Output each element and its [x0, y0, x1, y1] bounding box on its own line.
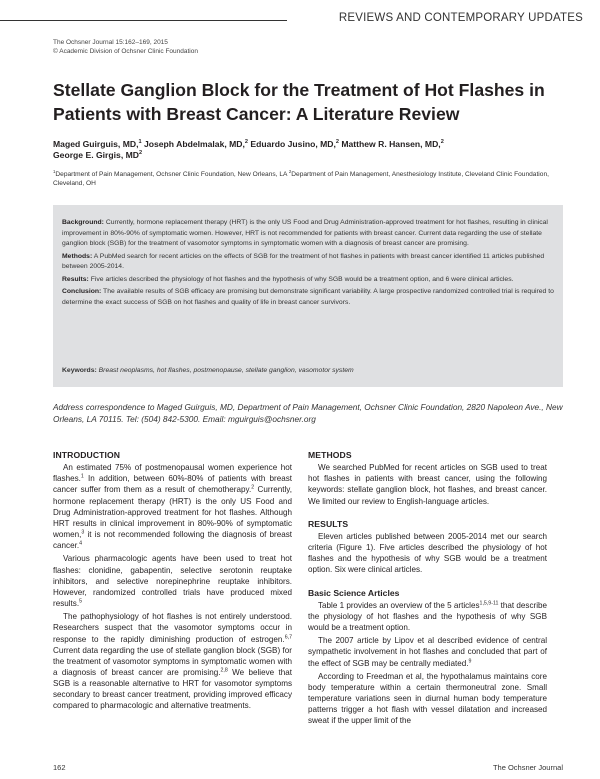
citation-ref: 2,8: [220, 667, 228, 674]
affil-marker: 1: [53, 168, 56, 174]
paragraph: According to Freedman et al, the hypothalamus maintains core body temperature within a certain thermoneutral zone. Small temperature variations seen in diurnal human body temperature patterns trigger a hot flash with vessel dilatation and increased sweat if the upper limit of the: [308, 671, 547, 726]
author-name: Matthew R. Hansen, MD,: [341, 139, 441, 149]
citation-ref: 5: [79, 598, 83, 605]
affil-marker: 2: [288, 168, 292, 174]
keywords-label: Keywords:: [62, 367, 97, 374]
citation-ref: 6,7: [284, 633, 292, 640]
conclusion-text: The available results of SGB efficacy are promising but demonstrate significant variability. A large prospective randomized controlled trial is required to determine the exact success of SGB on hot flashes and quality of life in breast cancer survivors.: [62, 288, 554, 306]
results-label: Results:: [62, 275, 89, 283]
affiliations: [53, 170, 563, 188]
title-line-1: Stellate Ganglion Block for the Treatment of Hot Flashes in: [53, 80, 545, 100]
journal-meta: [53, 38, 198, 56]
citation: The Ochsner Journal 15:162–169, 2015: [53, 39, 168, 46]
header-rule: [0, 20, 287, 21]
paragraph: The 2007 article by Lipov et al described evidence of central sympathetic involvement in hot flashes and concluded that part of the effect of SGB may be centrally mediated.$^9$: [308, 636, 547, 668]
citation-ref: 4: [79, 540, 83, 547]
background-text: Currently, hormone replacement therapy (HRT) is the only US Food and Drug Administration-approved treatment for hot flashes, resulting in clinical improvement in 80%-90% of symptomatic women. However, HRT is not recommended for patients with breast cancer. Current data regarding the use of stellate ganglion block (SGB) for the treatment of vasomotor symptoms in symptomatic women with a diagnosis of breast cancer are promising.: [62, 219, 548, 247]
methods-text: A PubMed search for recent articles on the effects of SGB for the treatment of hot flashes in patients with breast cancer identified 11 articles published between 2005-2014.: [62, 252, 545, 270]
paragraph: Table 1 provides an overview of the 5 articles$^{1,5,9-11}$ that describe the physiology of hot flashes and the hypothesis of why SGB would be a treatment option.: [308, 600, 547, 633]
citation-ref: 1,5,9-11: [479, 600, 499, 607]
footer-journal: The Ochsner Journal: [492, 763, 563, 772]
paragraph: The pathophysiology of hot flashes is not entirely understood. Researchers suspect that the vasomotor symptoms occur in response to the rapidly diminishing production of estrogen.$^{6,7}$ Current data regarding the use of stellate ganglion block (SGB) for the treatment of vasomotor symptoms in symptomatic women with a diagnosis of breast cancer are promising.$^{2,8}$ We believe that SGB is a reasonable alternative to HRT for vasomotor symptoms secondary to breast cancer treatment, providing improved efficacy compared to pharmacologic and alternative treatments.: [53, 612, 292, 711]
keywords-text: Breast neoplasms, hot flashes, postmenopause, stellate ganglion, vasomotor system: [98, 367, 354, 374]
background-label: Background:: [62, 219, 104, 226]
affil-ref: 2: [244, 139, 248, 146]
section-label: REVIEWS AND CONTEMPORARY UPDATES: [338, 12, 583, 24]
article-title: [53, 78, 563, 126]
keywords: [62, 367, 555, 374]
right-column: [308, 450, 547, 728]
author-name: Eduardo Jusino, MD,: [250, 139, 336, 149]
basic-science-heading: Basic Science Articles: [308, 587, 400, 598]
title-line-2: Patients with Breast Cancer: A Literature Review: [53, 104, 460, 124]
affiliation-text: Department of Pain Management, Anesthesiology Institute, Cleveland Clinic Foundation, Cleveland, OH: [53, 171, 549, 187]
left-column: [53, 450, 292, 714]
affiliation-text: Department of Pain Management, Ochsner Clinic Foundation, New Orleans, LA: [55, 171, 288, 178]
paragraph: Eleven articles published between 2005-2014 met our search criteria (Figure 1). Five articles described the physiology of hot flashes and the hypothesis of why SGB would be a treatment option. Six were clinical articles.: [308, 531, 547, 575]
affil-ref: 2: [138, 150, 143, 157]
conclusion-label: Conclusion:: [62, 288, 102, 295]
results-text: Five articles described the physiology of hot flashes and the hypothesis of why SGB would be a treatment option, and 6 were clinical articles.: [90, 275, 514, 283]
citation-ref: 2: [251, 484, 255, 491]
methods-heading: METHODS: [308, 450, 352, 460]
paragraph: An estimated 75% of postmenopausal women experience hot flashes.$^1$ In addition, between 60%-80% of patients with breast cancer suffer from them as a result of chemotherapy.$^2$ Currently, hormone replacement therapy (HRT) is the only US Food and Drug Administration-approved treatment for hot flashes. Although HRT results in clinical improvement in 80%-90% of symptomatic women,$^3$ it is not recommended following the diagnosis of breast cancer.$^4$: [53, 463, 292, 551]
methods-label: Methods:: [62, 252, 93, 260]
author-name: Maged Guirguis, MD,: [53, 139, 139, 149]
copyright: © Academic Division of Ochsner Clinic Foundation: [53, 48, 198, 55]
citation-ref: 9: [468, 657, 472, 664]
affil-ref: 1: [138, 139, 142, 146]
abstract: [62, 218, 555, 310]
citation-ref: 1: [80, 473, 84, 480]
affil-ref: 2: [440, 139, 444, 146]
results-heading: RESULTS: [308, 518, 349, 529]
correspondence: Address correspondence to Maged Guirguis, MD, Department of Pain Management, Ochsner Clinic Foundation, 2820 Napoleon Ave., New Orleans, LA 70115. Tel: (504) 842-5300. Email: mguirguis@ochsner.org: [53, 402, 563, 424]
paragraph: Various pharmacologic agents have been used to treat hot flashes: clonidine, gabapentin, selective serotonin reuptake inhibitors, and selective norepinephrine reuptake inhibitors. However, randomized controlled trials have produced mixed results.$^5$: [53, 554, 292, 609]
author-list: [53, 139, 563, 161]
intro-heading: INTRODUCTION: [53, 450, 121, 460]
citation-ref: 3: [81, 529, 85, 536]
author-name: George E. Girgis, MD: [53, 150, 139, 160]
paragraph: We searched PubMed for recent articles on SGB used to treat hot flashes in patients with breast cancer, using the following keywords: stellate ganglion block, hot flashes, and breast cancer. We limited our review to English-language articles.: [308, 463, 547, 506]
page-number: 162: [53, 763, 66, 772]
author-name: Joseph Abdelmalak, MD,: [143, 139, 245, 149]
affil-ref: 2: [335, 139, 339, 146]
